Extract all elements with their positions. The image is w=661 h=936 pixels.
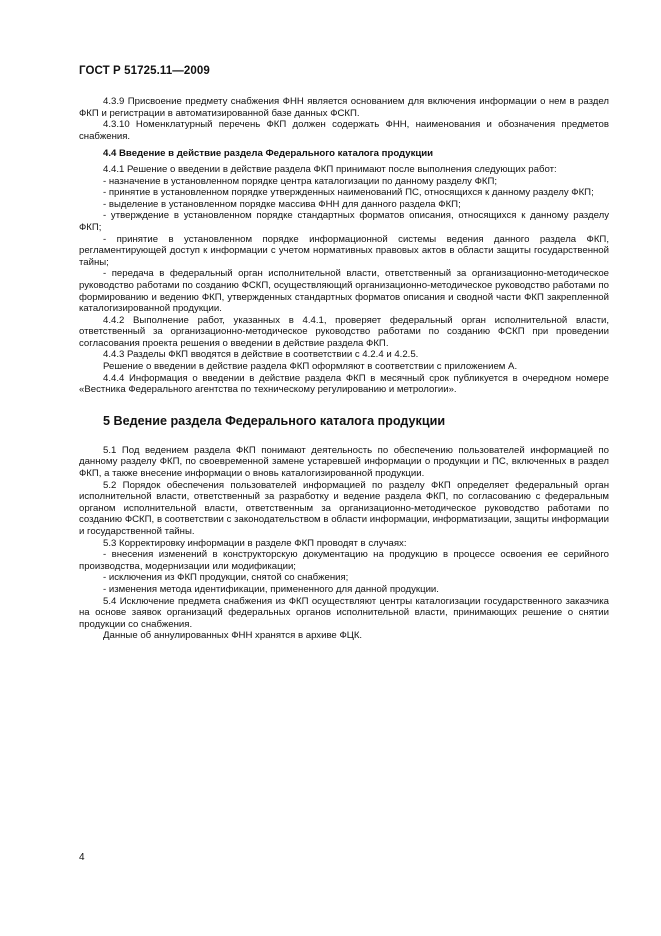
list-item: - изменения метода идентификации, примененного для данной продукции. — [103, 583, 439, 595]
paragraph-5-2: 5.2 Порядок обеспечения пользователей информацией по разделу ФКП определяет федеральный орган исполнительной власти, ответственный за разработку и ведение раздела ФКП, по согласованию с федеральным органом исполнительной власти, ответственным за организационно-методическое руководство работами по созданию ФСКП, в соответствии с законодательством в области информации, информатизации, защиты информации и государственной тайны. — [79, 479, 609, 537]
paragraph-4-3-10: 4.3.10 Номенклатурный перечень ФКП должен содержать ФНН, наименования и обозначения предметов снабжения. — [79, 119, 609, 142]
paragraph-4-3-9: 4.3.9 Присвоение предмету снабжения ФНН является основанием для включения информации о нем в раздел ФКП и регистрации в автоматизированной базе данных ФСКП. — [79, 96, 609, 119]
list-item: - утверждение в установленном порядке стандартных форматов описания, относящихся к данному разделу ФКП; — [79, 210, 609, 233]
paragraph-5-4: 5.4 Исключение предмета снабжения из ФКП осуществляют центры каталогизации государственного заказчика на основе заявок организаций федеральных органов исполнительной власти, принимающих решение о снятии продукции со снабжения. — [79, 595, 609, 630]
list-item: - внесения изменений в конструкторскую документацию на продукцию в процессе освоения ее серийного производства, модернизации или модификации; — [79, 549, 609, 572]
page-number: 4 — [79, 852, 85, 863]
list-item: - исключения из ФКП продукции, снятой со снабжения; — [103, 572, 349, 584]
subsection-heading-4-4: 4.4 Введение в действие раздела Федерального каталога продукции — [103, 148, 434, 160]
paragraph-4-4-1: 4.4.1 Решение о введении в действие раздела ФКП принимают после выполнения следующих работ: — [103, 163, 557, 175]
paragraph-4-4-3: 4.4.3 Разделы ФКП вводятся в действие в соответствии с 4.2.4 и 4.2.5. — [103, 349, 419, 361]
list-item: - выделение в установленном порядке массива ФНН для данного раздела ФКП; — [103, 198, 461, 210]
document-body — [79, 96, 609, 642]
paragraph-5-3: 5.3 Корректировку информации в разделе ФКП проводят в случаях: — [103, 537, 407, 549]
paragraph-5-1: 5.1 Под ведением раздела ФКП понимают деятельность по обеспечению пользователей информацией по данному разделу ФКП, по своевременной замене устаревшей информации о продукции и ПС, включенных в раздел ФКП, а также внесение информации о вновь каталогизированной продукции. — [79, 444, 609, 480]
paragraph-4-4-4: 4.4.4 Информация о введении в действие раздела ФКП в месячный срок публикуется в очередном номере «Вестника Федерального агентства по техническому регулированию и метрологии». — [79, 372, 609, 396]
document-code-header: ГОСТ Р 51725.11—2009 — [79, 65, 210, 77]
section-heading-5: 5 Ведение раздела Федерального каталога продукции — [103, 413, 446, 428]
paragraph-archive-note: Данные об аннулированных ФНН хранятся в архиве ФЦК. — [103, 630, 363, 642]
list-item: - передача в федеральный орган исполнительной власти, ответственный за организационно-методическое руководство работами по созданию ФСКП, осуществляющий организационно-методическое руководство работами по формированию и ведению ФКП, утвержденных стандартных форматов описания и сводной части ФКП закрепленной каталогизированной продукции. — [79, 268, 609, 315]
list-item: - назначение в установленном порядке центра каталогизации по данному разделу ФКП; — [103, 175, 498, 187]
list-item: - принятие в установленном порядке утвержденных наименований ПС, относящихся к данному разделу ФКП; — [103, 187, 594, 199]
paragraph-4-4-2: 4.4.2 Выполнение работ, указанных в 4.4.1, проверяет федеральный орган исполнительной власти, ответственный за организационно-методическое руководство работами по созданию ФСКП при проведении согласования проекта решения о введении в действие раздела ФКП. — [79, 314, 609, 349]
list-item: - принятие в установленном порядке информационной системы ведения данного раздела ФКП, регламентирующей доступ к информации с учетом нормативных правовых актов в области защиты государственной тайны; — [79, 233, 609, 268]
paragraph-decision-note: Решение о введении в действие раздела ФКП оформляют в соответствии с приложением А. — [103, 361, 518, 373]
